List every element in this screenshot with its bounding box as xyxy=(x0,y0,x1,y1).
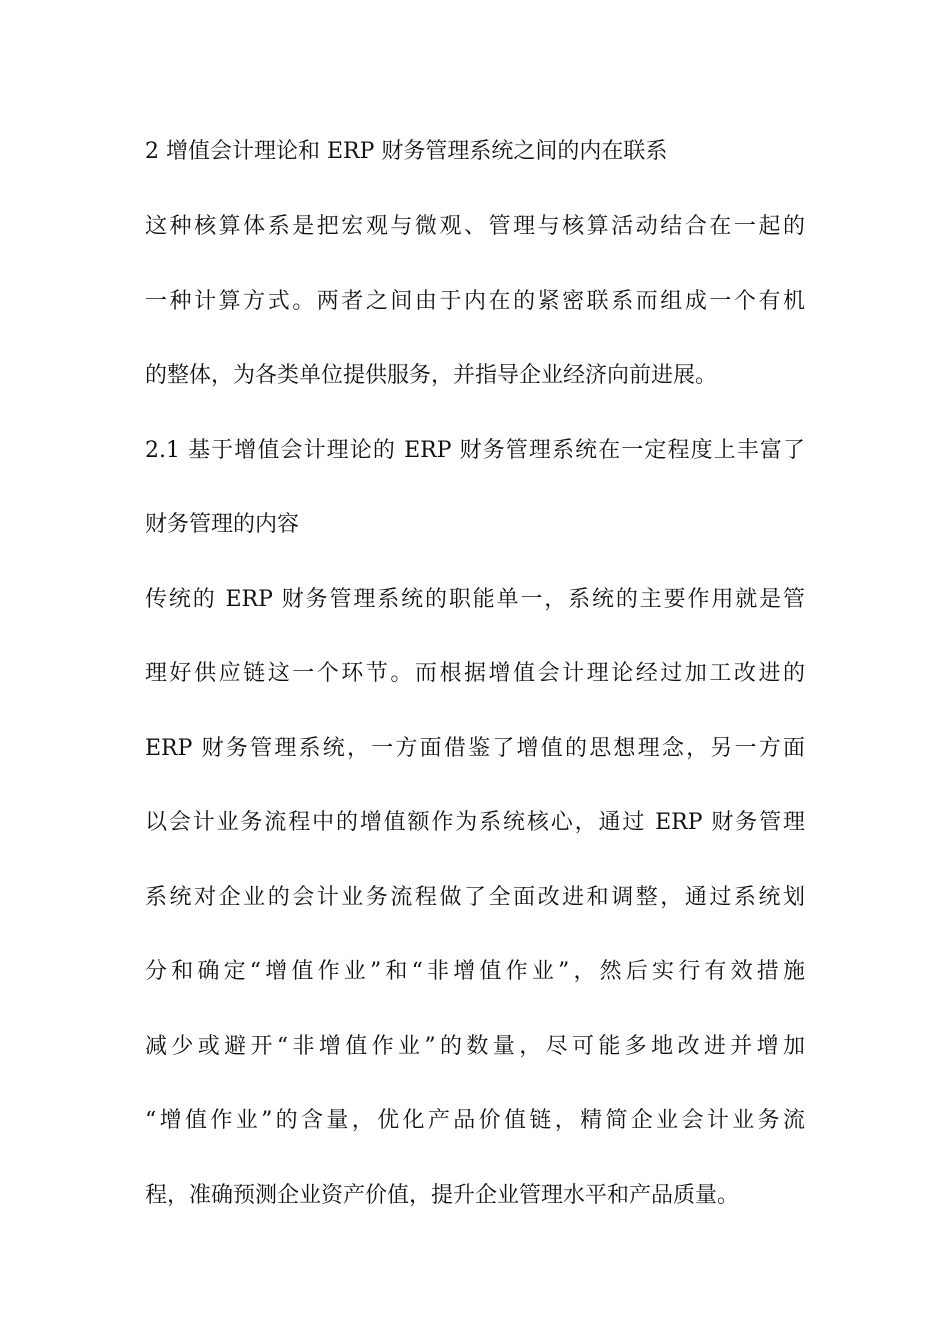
paragraph-line: 分和确定“增值作业”和“非增值作业”，然后实行有效措施 xyxy=(145,959,805,984)
paragraph-line: 的整体，为各类单位提供服务，并指导企业经济向前进展。 xyxy=(145,363,718,388)
paragraph-line: 减少或避开“非增值作业”的数量，尽可能多地改进并增加 xyxy=(145,1034,805,1059)
heading-section-2: 2 增值会计理论和 ERP 财务管理系统之间的内在联系 xyxy=(145,139,668,164)
heading-section-2-1-cont: 财务管理的内容 xyxy=(145,512,300,537)
paragraph-line: 传统的 ERP 财务管理系统的职能单一，系统的主要作用就是管 xyxy=(145,587,805,612)
paragraph-line: 程，准确预测企业资产价值，提升企业管理水平和产品质量。 xyxy=(145,1183,740,1208)
paragraph-line: 这种核算体系是把宏观与微观、管理与核算活动结合在一起的 xyxy=(145,214,805,239)
paragraph-line: “增值作业”的含量，优化产品价值链，精简企业会计业务流 xyxy=(145,1108,805,1133)
paragraph-line: 系统对企业的会计业务流程做了全面改进和调整，通过系统划 xyxy=(145,885,805,910)
paragraph-line: 以会计业务流程中的增值额作为系统核心，通过 ERP 财务管理 xyxy=(145,810,805,835)
paragraph-line: 一种计算方式。两者之间由于内在的紧密联系而组成一个有机 xyxy=(145,289,805,314)
paragraph-line: ERP 财务管理系统，一方面借鉴了增值的思想理念，另一方面 xyxy=(145,736,805,761)
heading-section-2-1: 2.1 基于增值会计理论的 ERP 财务管理系统在一定程度上丰富了 xyxy=(145,438,805,463)
paragraph-line: 理好供应链这一个环节。而根据增值会计理论经过加工改进的 xyxy=(145,661,805,686)
